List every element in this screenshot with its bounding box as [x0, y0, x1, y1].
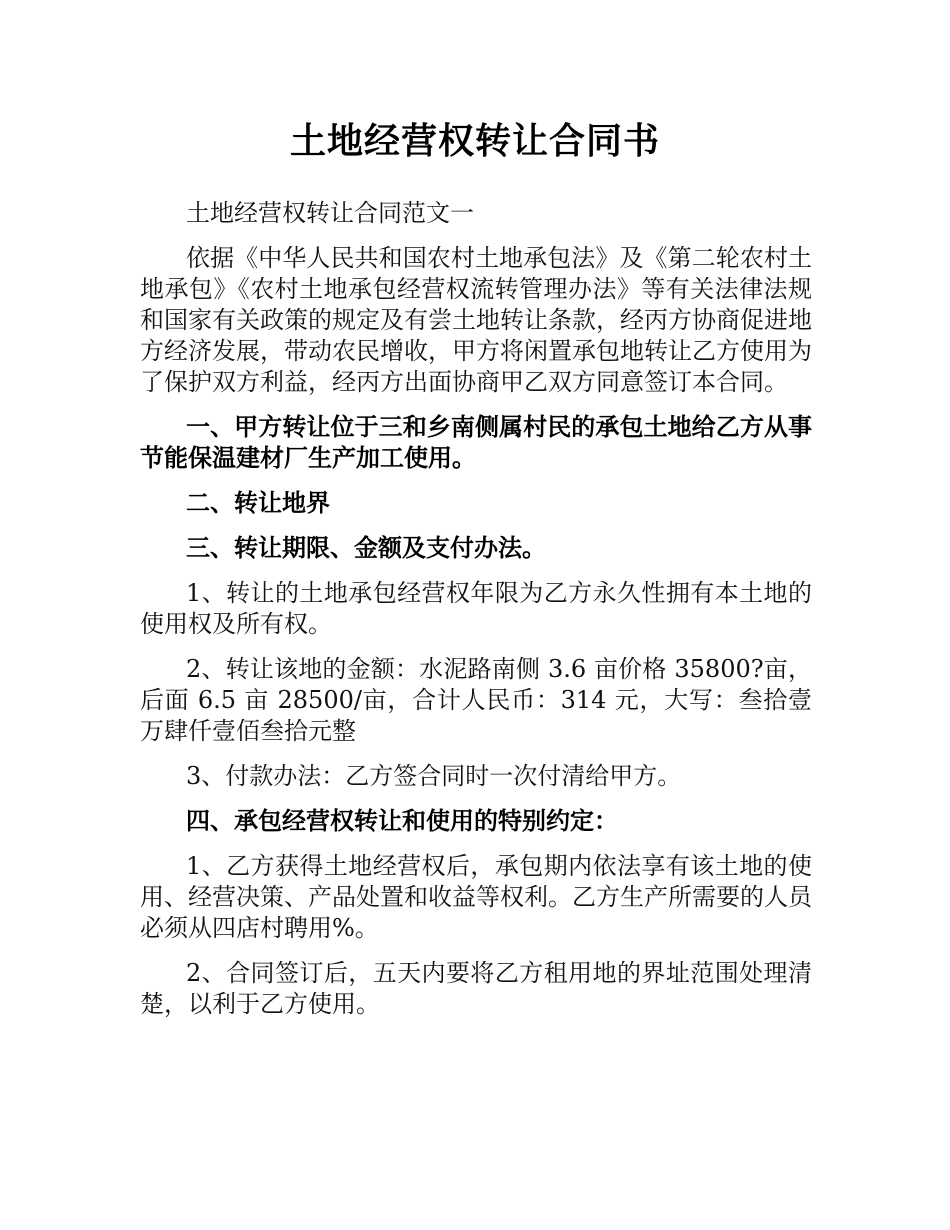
clause-4-2: 2、合同签订后，五天内要将乙方租用地的界址范围处理清楚，以利于乙方使用。	[140, 959, 812, 1018]
clause-4-1: 1、乙方获得土地经营权后，承包期内依法享有该土地的使用、经营决策、产品处置和收益等权利。乙方生产所需要的人员必须从四店村聘用%。	[140, 852, 812, 942]
section-heading-2: 二、转让地界	[186, 489, 330, 517]
paragraph-preamble: 依据《中华人民共和国农村土地承包法》及《第二轮农村土地承包》《农村土地承包经营权流转管理办法》等有关法律法规和国家有关政策的规定及有尝土地转让条款，经丙方协商促进地方经济发展，带动农民增收，甲方将闲置承包地转让乙方使用为了保护双方利益，经丙方出面协商甲乙双方同意签订本合同。	[140, 244, 812, 396]
clause-3-2: 2、转让该地的金额：水泥路南侧 3.6 亩价格 35800?亩，后面 6.5 亩 28500/亩，合计人民币：314 元，大写：叁拾壹万肆仟壹佰叁拾元整	[140, 655, 812, 745]
section-heading-4: 四、承包经营权转让和使用的特别约定：	[186, 807, 618, 835]
section-heading-3: 三、转让期限、金额及支付办法。	[186, 534, 546, 562]
clause-3-3: 3、付款办法：乙方签合同时一次付清给甲方。	[186, 762, 682, 790]
document-body	[140, 198, 812, 1034]
section-heading-1: 一、甲方转让位于三和乡南侧属村民的承包土地给乙方从事节能保温建材厂生产加工使用。	[140, 413, 812, 472]
clause-3-1: 1、转让的土地承包经营权年限为乙方永久性拥有本土地的使用权及所有权。	[140, 579, 812, 638]
document-title: 土地经营权转让合同书	[289, 121, 660, 162]
paragraph-subtitle: 土地经营权转让合同范文一	[186, 199, 474, 227]
